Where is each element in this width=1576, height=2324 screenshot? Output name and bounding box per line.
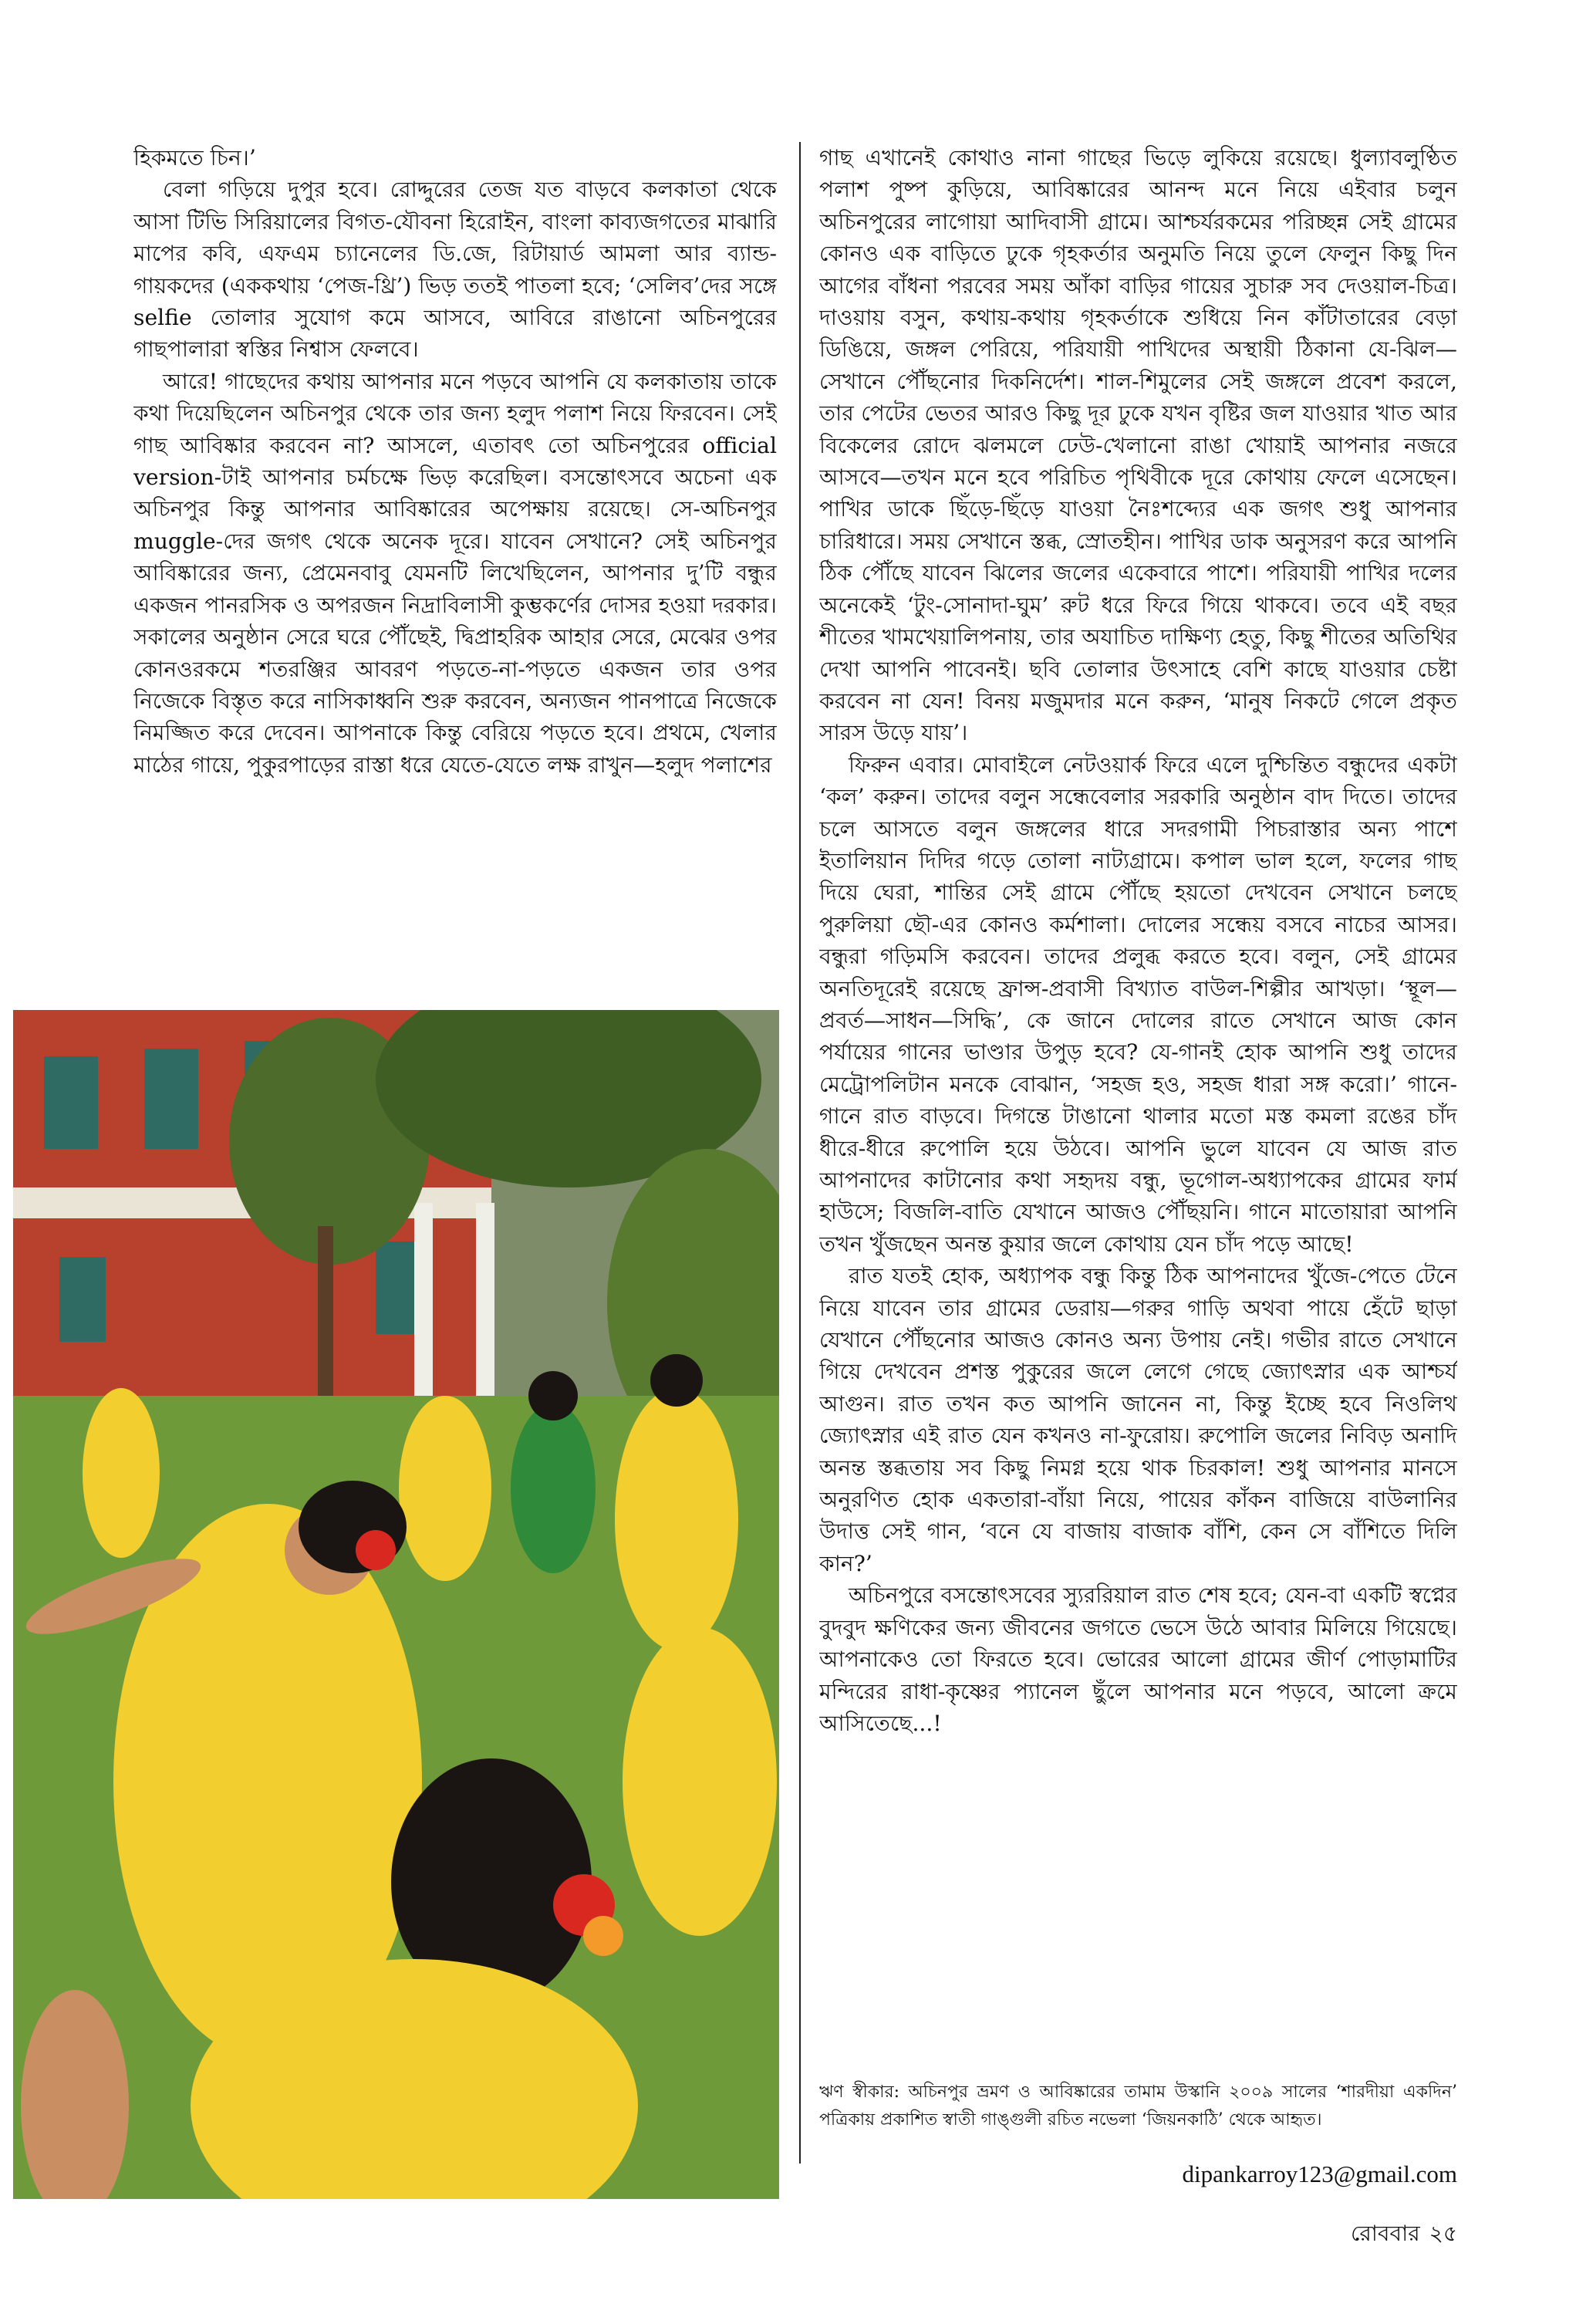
dancer	[623, 1627, 777, 1936]
author-email: dipankarroy123@gmail.com	[1182, 2160, 1457, 2187]
page-footer	[1351, 2217, 1457, 2253]
left-paragraph: হিকমতে চিন।’	[133, 145, 256, 171]
festival-photo	[13, 1010, 779, 2199]
right-paragraph: ফিরুন এবার। মোবাইলে নেটওয়ার্ক ফিরে এলে দুশ্চিন্তিত বন্ধুদের একটা ‘কল’ করুন। তাদের বলুন সন্ধেবেলার সরকারি অনুষ্ঠান বাদ দিতে। তাদের চলে আসতে বলুন জঙ্গলের ধারে সদরগামী পিচরাস্তার অন্য পাশে ইতালিয়ান দিদির গড়ে তোলা নাট্যগ্রামে। কপাল ভাল হলে, ফলের গাছ দিয়ে ঘেরা, শান্তির সেই গ্রামে পৌঁছে হয়তো দেখবেন সেখানে চলছে পুরুলিয়া ছৌ-এর কোনও কর্মশালা। দোলের সন্ধেয় বসবে নাচের আসর। বন্ধুরা গড়িমসি করবেন। তাদের প্রলুব্ধ করতে হবে। বলুন, সেই গ্রামের অনতিদূরেই রয়েছে ফ্রান্স-প্রবাসী বিখ্যাত বাউল-শিল্পীর আখড়া। ‘স্থূল—প্রবর্ত—সাধন—সিদ্ধি’, কে জানে দোলের রাতে সেখানে আজ কোন পর্যায়ের গানের ভাণ্ডার উপুড় হবে? যে-গানই হোক আপনি শুধু তাদের মেট্রোপলিটান মনকে বোঝান, ‘সহজ হও, সহজ ধারা সঙ্গ করো।’ গানে-গানে রাত বাড়বে। দিগন্তে টাঙানো থালার মতো মস্ত কমলা রঙের চাঁদ ধীরে-ধীরে রুপোলি হয়ে উঠবে। আপনি ভুলে যাবেন যে আজ রাত আপনাদের কাটানোর কথা সহৃদয় বন্ধু, ভূগোল-অধ্যাপকের গ্রামের ফার্ম হাউসে; বিজলি-বাতি যেখানে আজও পৌঁছয়নি। গানে মাতোয়ারা আপনি তখন খুঁজছেন অনন্ত কুয়ার জলে কোথায় যেন চাঁদ পড়ে আছে!	[819, 752, 1457, 1257]
left-paragraph: আরে! গাছেদের কথায় আপনার মনে পড়বে আপনি যে কলকাতায় তাকে কথা দিয়েছিলেন অচিনপুর থেকে তার জন্য হলুদ পলাশ নিয়ে ফিরবেন। সেই গাছ আবিষ্কার করবেন না? আসলে, এতাবৎ তো অচিনপুরের official version-টাই আপনার চর্মচক্ষে ভিড় করেছিল। বসন্তোৎসবে অচেনা এক অচিনপুর কিন্তু আপনার আবিষ্কারের অপেক্ষায় রয়েছে। সে-অচিনপুর muggle-দের জগৎ থেকে অনেক দূরে। যাবেন সেখানে? সেই অচিনপুর আবিষ্কারের জন্য, প্রেমেনবাবু যেমনটি লিখেছিলেন, আপনার দু’টি বন্ধুর একজন পানরসিক ও অপরজন নিদ্রাবিলাসী কুম্ভকর্ণের দোসর হওয়া দরকার। সকালের অনুষ্ঠান সেরে ঘরে পৌঁছেই, দ্বিপ্রাহরিক আহার সেরে, মেঝের ওপর কোনওরকমে শতরঞ্জির আবরণ পড়তে-না-পড়তে একজন তার ওপর নিজেকে বিস্তৃত করে নাসিকাধ্বনি শুরু করবেন, অন্যজন পানপাত্রে নিজেকে নিমজ্জিত করে দেবেন। আপনাকে কিন্তু বেরিয়ে পড়তে হবে। প্রথমে, খেলার মাঠের গায়ে, পুকুরপাড়ের রাস্তা ধরে যেতে-যেতে লক্ষ রাখুন—হলুদ পলাশের	[133, 368, 777, 778]
right-paragraph: রাত যতই হোক, অধ্যাপক বন্ধু কিন্তু ঠিক আপনাদের খুঁজে-পেতে টেনে নিয়ে যাবেন তার গ্রামের ডেরায়—গরুর গাড়ি অথবা পায়ে হেঁটে ছাড়া যেখানে পৌঁছনোর আজও কোনও অন্য উপায় নেই। গভীর রাতে সেখানে গিয়ে দেখবেন প্রশস্ত পুকুরের জলে লেগে গেছে জ্যোৎস্নার এক আশ্চর্য আগুন। রাত তখন কত আপনি জানেন না, কিন্তু ইচ্ছে হবে নিওলিথ জ্যোৎস্নার এই রাত যেন কখনও না-ফুরোয়। রুপোলি জলের নিবিড় অনাদি অনন্ত স্তব্ধতায় সব কিছু নিমগ্ন হয়ে থাক চিরকাল! শুধু আপনার মানসে অনুরণিত হোক একতারা-বাঁয়া নিয়ে, পায়ের কাঁকন বাজিয়ে বাউলানির উদাত্ত সেই গান, ‘বনে যে বাজায় বাজাক বাঁশি, কেন সে বাঁশিতে দিলি কান?’	[819, 1263, 1457, 1576]
dancer	[399, 1396, 491, 1581]
window-shutter	[44, 1056, 98, 1149]
pillar	[414, 1203, 433, 1396]
right-paragraph: অচিনপুরে বসন্তোৎসবের স্যুররিয়াল রাত শেষ হবে; যেন-বা একটি স্বপ্নের বুদবুদ ক্ষণিকের জন্য জীবনের জগতে ভেসে উঠে আবার মিলিয়ে গিয়েছে। আপনাকেও তো ফিরতে হবে। ভোরের আলো গ্রামের জীর্ণ পোড়ামাটির মন্দিরের রাধা-কৃষ্ণের প্যানেল ছুঁলে আপনার মনে পড়বে, আলো ক্রমে আসিতেছে...!	[819, 1583, 1457, 1736]
left-text-column	[133, 142, 777, 968]
credit-note: ঋণ স্বীকার: অচিনপুর ভ্রমণ ও আবিষ্কারের তামাম উস্কানি ২০০৯ সালের ‘শারদীয়া একদিন’ পত্রিকায় প্রকাশিত স্বাতী গাঙ্গুলী রচিত নভেলা ‘জিয়নকাঠি’ থেকে আহৃত।	[819, 2082, 1457, 2130]
window-shutter	[59, 1257, 106, 1342]
dancer	[511, 1404, 596, 1573]
dancer-head	[528, 1371, 578, 1420]
page-number: ২৫	[1429, 2221, 1457, 2246]
magazine-name: রোববার	[1351, 2221, 1420, 2246]
right-paragraph: গাছ এখানেই কোথাও নানা গাছের ভিড়ে লুকিয়ে রয়েছে। ধুল্যাবলুণ্ঠিত পলাশ পুষ্প কুড়িয়ে, আবিষ্কারের আনন্দ মনে নিয়ে এইবার চলুন অচিনপুরের লাগোয়া আদিবাসী গ্রামে। আশ্চর্যরকমের পরিচ্ছন্ন সেই গ্রামের কোনও এক বাড়িতে ঢুকে গৃহকর্তার অনুমতি নিয়ে তুলে ফেলুন কিছু দিন আগের বাঁধনা পরবের সময় আঁকা বাড়ির গায়ের সুচারু সব দেওয়াল-চিত্র। দাওয়ায় বসুন, কথায়-কথায় গৃহকর্তাকে শুধিয়ে নিন কাঁটাতারের বেড়া ডিঙিয়ে, জঙ্গল পেরিয়ে, পরিযায়ী পাখিদের অস্থায়ী ঠিকানা যে-ঝিল—সেখানে পৌঁছনোর দিকনির্দেশ। শাল-শিমুলের সেই জঙ্গলে প্রবেশ করলে, তার পেটের ভেতর আরও কিছু দূর ঢুকে যখন বৃষ্টির জল যাওয়ার খাত আর বিকেলের রোদে ঝলমলে ঢেউ-খেলানো রাঙা খোয়াই আপনার নজরে আসবে—তখন মনে হবে পরিচিত পৃথিবীকে দূরে কোথায় ফেলে এসেছেন। পাখির ডাকে ছিঁড়ে-ছিঁড়ে যাওয়া নৈঃশব্দ্যের এক জগৎ শুধু আপনার চারিধারে। সময় সেখানে স্তব্ধ, স্রোতহীন। পাখির ডাক অনুসরণ করে আপনি ঠিক পৌঁছে যাবেন ঝিলের জলের একেবারে পাশে। পরিযায়ী পাখির দলের অনেকেই ‘টুং-সোনাদা-ঘুম’ রুট ধরে ফিরে গিয়ে থাকবে। তবে এই বছর শীতের খামখেয়ালিপনায়, তার অযাচিত দাক্ষিণ্য হেতু, কিছু শীতের অতিথির দেখা আপনি পাবেনই। ছবি তোলার উৎসাহে বেশি কাছে যাওয়ার চেষ্টা করবেন না যেন! বিনয় মজুমদার মনে করুন, ‘মানুষ নিকটে গেলে প্রকৃত সারস উড়ে যায়’।	[819, 145, 1457, 746]
dancer-head	[650, 1354, 703, 1407]
hair-flower	[583, 1916, 623, 1956]
left-paragraph: বেলা গড়িয়ে দুপুর হবে। রোদ্দুরের তেজ যত বাড়বে কলকাতা থেকে আসা টিভি সিরিয়ালের বিগত-যৌবনা হিরোইন, বাংলা কাব্যজগতের মাঝারি মাপের কবি, এফএম চ্যানেলের ডি.জে, রিটায়ার্ড আমলা আর ব্যান্ড-গায়কদের (এককথায় ‘পেজ-থ্রি’) ভিড় ততই পাতলা হবে; ‘সেলিব’দের সঙ্গে selfie তোলার সুযোগ কমে আসবে, আবিরে রাঙানো অচিনপুরের গাছপালারা স্বস্তির নিশ্বাস ফেলবে।	[133, 177, 777, 363]
pillar	[476, 1203, 494, 1396]
dancer	[615, 1388, 738, 1650]
window-shutter	[144, 1049, 198, 1149]
column-divider	[799, 142, 801, 2164]
dancer	[83, 1388, 160, 1558]
right-text-column	[819, 142, 1457, 2133]
hair-flower	[356, 1530, 396, 1570]
